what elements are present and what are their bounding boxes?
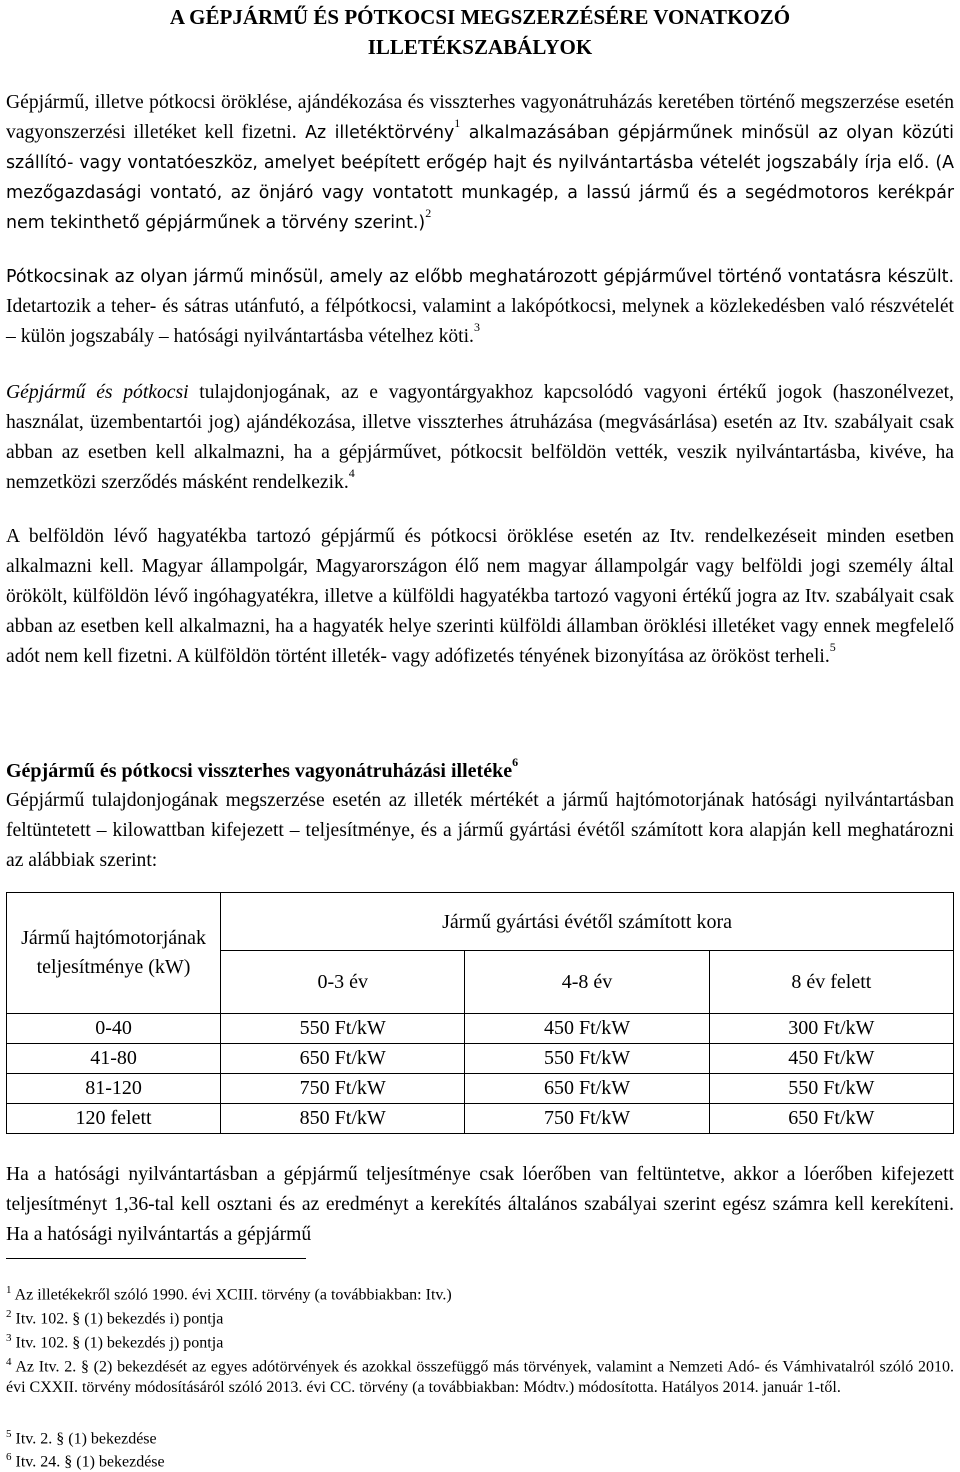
table-header-col-2: 4-8 év (465, 951, 709, 1014)
table-cell-rate: 650 Ft/kW (221, 1044, 465, 1074)
footnote-ref-5: 5 (829, 640, 836, 655)
table-cell-rate: 550 Ft/kW (709, 1074, 953, 1104)
footnote-ref-3: 3 (473, 320, 480, 335)
section-heading (6, 756, 954, 786)
intro-paragraph-1 (6, 88, 954, 238)
table-row (7, 1104, 954, 1134)
rate-table (6, 892, 954, 1134)
table-row (7, 1074, 954, 1104)
table-header-col-1: 0-3 év (221, 951, 465, 1014)
section-text: Gépjármű tulajdonjogának megszerzése esetén az illeték mértékét a jármű hajtómotorjának hatósági nyilvántartásban feltüntetett – kilowattban kifejezett – teljesítménye, és a jármű gyártási évétől számított kora alapján kell meghatározni az alábbiak szerint: (6, 790, 954, 871)
footnote-divider (6, 1258, 306, 1259)
footnote-4 (6, 1352, 954, 1398)
after-table-paragraph: Ha a hatósági nyilvántartásban a gépjármű teljesítménye csak lóerőben van feltüntetve, akkor a lóerőben kifejezett teljesítményt 1,36-tal kell osztani és az eredményt a kerekítés általános szabályai szerint egész számra kell kerekíteni. Ha a hatósági nyilvántartás a gépjármű (6, 1164, 954, 1245)
footnote-number: 2 (6, 1308, 12, 1320)
table-cell-rate: 750 Ft/kW (221, 1074, 465, 1104)
table-cell-rate: 450 Ft/kW (709, 1044, 953, 1074)
intro-p1-sans: Az illetéktörvény (296, 123, 455, 143)
document-title-line-1: A GÉPJÁRMŰ ÉS PÓTKOCSI MEGSZERZÉSÉRE VONATKOZÓ (169, 5, 791, 29)
footnote-1 (6, 1280, 954, 1305)
table-header-age-group: Jármű gyártási évétől számított kora (221, 893, 954, 951)
intro-p2-sans: Pótkocsinak az olyan jármű minősül, amely az előbb meghatározott gépjárművel történő vontatásra készült. (6, 267, 954, 287)
footnote-text: Itv. 102. § (1) bekezdés j) pontja (15, 1334, 224, 1352)
intro-paragraph-2 (6, 262, 954, 352)
table-cell-rate: 650 Ft/kW (465, 1074, 709, 1104)
table-cell-power: 0-40 (7, 1014, 221, 1044)
table-cell-power: 120 felett (7, 1104, 221, 1134)
footnote-text: Az illetékekről szóló 1990. évi XCIII. törvény (a továbbiakban: Itv.) (14, 1286, 452, 1304)
footnote-number: 3 (6, 1332, 12, 1344)
table-row (7, 1044, 954, 1074)
footnote-number: 1 (6, 1284, 12, 1296)
table-header-col-3: 8 év felett (709, 951, 953, 1014)
table-header-power: Jármű hajtómotorjának teljesítménye (kW) (7, 893, 221, 1014)
document-title-line-2: ILLETÉKSZABÁLYOK (367, 35, 593, 59)
footnote-text: Itv. 2. § (1) bekezdése (15, 1430, 157, 1448)
intro-p3-italic: Gépjármű és pótkocsi (6, 382, 189, 403)
table-cell-power: 81-120 (7, 1074, 221, 1104)
footnote-5 (6, 1424, 954, 1449)
table-cell-rate: 850 Ft/kW (221, 1104, 465, 1134)
table-cell-rate: 450 Ft/kW (465, 1014, 709, 1044)
table-cell-rate: 650 Ft/kW (709, 1104, 953, 1134)
footnote-number: 6 (6, 1451, 12, 1463)
table-cell-rate: 550 Ft/kW (221, 1014, 465, 1044)
footnote-3 (6, 1328, 954, 1353)
intro-p2-serif: Idetartozik a teher- és sátras utánfutó, a félpótkocsi, valamint a lakópótkocsi, melynek a közlekedésben való részvételét – külön jogszabály – hatósági nyilvántartásba vételhez köti. (6, 296, 954, 347)
intro-p3-rest: tulajdonjogának, az e vagyontárgyakhoz kapcsolódó vagyoni értékű jogok (haszonélvezet, használat, üzembentartói jog) ajándékozása, illetve visszterhes átruházása (megvásárlása) esetén az Itv. szabályait csak abban az esetben kell alkalmazni, ha a gépjárművet, pótkocsit belföldön vették, veszik nyilvántartásba, kivéve, ha nemzetközi szerződés másként rendelkezik. (6, 382, 954, 493)
footnote-ref-1: 1 (454, 116, 461, 131)
table-cell-rate: 550 Ft/kW (465, 1044, 709, 1074)
footnote-6 (6, 1447, 954, 1472)
intro-p4-text: A belföldön lévő hagyatékba tartozó gépjármű és pótkocsi öröklése esetén az Itv. rendelkezéseit minden esetben alkalmazni kell. Magyar állampolgár, Magyarországon élő nem magyar állampolgár vagy belföldi jogi személy által örökölt, külföldön lévő ingóhagyatékra, illetve a külföldi hagyatékba tartozó vagyoni értékű jogra az Itv. szabályait csak abban az esetben kell alkalmazni, ha a hagyaték helye szerinti külföldi államban öröklési illetéket vagy ennek megfelelő adót nem kell fizetni. A külföldön történt illeték- vagy adófizetés tényének bizonyítása az örököst terheli. (6, 526, 954, 667)
table-cell-rate: 300 Ft/kW (709, 1014, 953, 1044)
footnote-ref-4: 4 (348, 466, 355, 481)
footnote-2 (6, 1304, 954, 1329)
table-row (7, 1014, 954, 1044)
intro-p1-sans-2: alkalmazásában gépjárműnek minősül az olyan közúti szállító- vagy vontatóeszköz, amelyet beépített erőgép hajt és nyilvántartásba vételét jogszabály írja elő. (A mezőgazdasági vontató, az önjáró vagy vontatott munkagép, a lassú jármű és a segédmotoros kerékpár nem tekinthető gépjárműnek a törvény szerint.) (6, 123, 954, 233)
footnote-ref-6: 6 (512, 755, 519, 770)
footnote-text: Itv. 102. § (1) bekezdés i) pontja (15, 1310, 224, 1328)
footnote-number: 4 (6, 1356, 12, 1368)
footnote-number: 5 (6, 1428, 12, 1440)
footnote-text: Itv. 24. § (1) bekezdése (15, 1453, 165, 1471)
footnote-text: Az Itv. 2. § (2) bekezdését az egyes adótörvények és azokkal összefüggő más törvények, valamint a Nemzeti Adó- és Vámhivatalról szóló 2010. évi CXXII. törvény módosításáról szóló 2013. évi CC. törvény (a továbbiakban: Módtv.) módosította. Hatályos 2014. január 1-től. (6, 1358, 954, 1397)
footnote-ref-2: 2 (425, 206, 432, 221)
table-cell-power: 41-80 (7, 1044, 221, 1074)
section-heading-text: Gépjármű és pótkocsi visszterhes vagyonátruházási illetéke (6, 760, 513, 782)
intro-p1-serif: Gépjármű, illetve pótkocsi öröklése, ajándékozása és visszterhes vagyonátruházás keretében történő megszerzése esetén vagyonszerzési illetéket kell fizetni. (6, 92, 954, 143)
intro-paragraph-4 (6, 522, 954, 672)
intro-paragraph-3 (6, 378, 954, 498)
table-cell-rate: 750 Ft/kW (465, 1104, 709, 1134)
